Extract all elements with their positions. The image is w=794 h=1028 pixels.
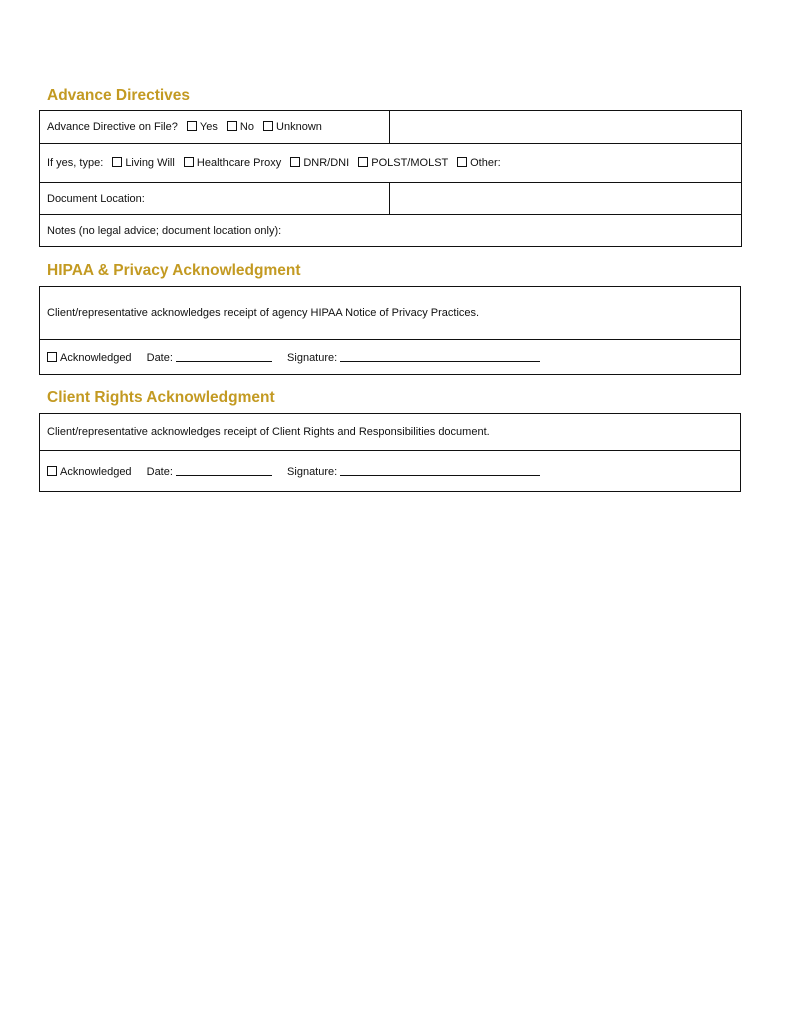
hipaa-statement: Client/representative acknowledges receipt of agency HIPAA Notice of Privacy Practices.: [47, 307, 480, 319]
dnr-dni-label: DNR/DNI: [303, 157, 350, 169]
client-rights-statement-cell: [40, 414, 741, 451]
living-will-checkbox[interactable]: [112, 157, 122, 167]
other-type-label: Other:: [470, 157, 501, 169]
client-rights-signature-label: Signature:: [287, 465, 338, 478]
dnr-dni-checkbox[interactable]: [290, 157, 300, 167]
yes-checkbox[interactable]: [187, 121, 197, 131]
advance-directive-on-file-cell: [40, 111, 390, 144]
living-will-label: Living Will: [125, 157, 175, 169]
healthcare-proxy-checkbox[interactable]: [184, 157, 194, 167]
client-rights-ack-row: [40, 451, 741, 492]
hipaa-signature-line[interactable]: [340, 351, 540, 362]
document-location-label: Document Location:: [47, 192, 145, 205]
client-rights-table: [39, 413, 741, 492]
healthcare-proxy-label: Healthcare Proxy: [196, 157, 282, 169]
hipaa-acknowledged-checkbox[interactable]: [47, 352, 57, 362]
hipaa-ack-row: [40, 340, 741, 375]
on-file-answer-field[interactable]: [390, 111, 742, 144]
client-rights-acknowledged-checkbox[interactable]: [47, 466, 57, 476]
other-type-checkbox[interactable]: [457, 157, 467, 167]
client-rights-acknowledged-label: Acknowledged: [60, 465, 132, 478]
no-label: No: [239, 121, 254, 133]
client-rights-signature-line[interactable]: [340, 465, 540, 476]
document-location-field[interactable]: [390, 183, 742, 215]
hipaa-table: [39, 286, 741, 375]
notes-label: Notes (no legal advice; document location only):: [47, 224, 282, 237]
directive-type-cell: [40, 144, 742, 183]
client-rights-date-line[interactable]: [176, 465, 272, 476]
polst-molst-checkbox[interactable]: [358, 157, 368, 167]
hipaa-acknowledged-label: Acknowledged: [60, 351, 132, 364]
unknown-label: Unknown: [276, 121, 322, 133]
polst-molst-label: POLST/MOLST: [371, 157, 449, 169]
notes-cell[interactable]: [40, 215, 742, 247]
on-file-label: Advance Directive on File?: [47, 121, 178, 133]
client-rights-statement: Client/representative acknowledges receipt of Client Rights and Responsibilities document.: [47, 426, 490, 438]
type-label: If yes, type:: [47, 157, 104, 169]
hipaa-date-line[interactable]: [176, 351, 272, 362]
yes-label: Yes: [199, 121, 218, 133]
advance-directives-heading: Advance Directives: [47, 87, 191, 104]
hipaa-heading: HIPAA & Privacy Acknowledgment: [47, 262, 301, 279]
hipaa-date-label: Date:: [146, 351, 173, 364]
hipaa-statement-cell: [40, 287, 741, 340]
document-location-cell: [40, 183, 390, 215]
client-rights-date-label: Date:: [146, 465, 173, 478]
client-rights-heading: Client Rights Acknowledgment: [47, 389, 275, 406]
hipaa-signature-label: Signature:: [287, 351, 338, 364]
unknown-checkbox[interactable]: [263, 121, 273, 131]
advance-directives-table: [39, 110, 742, 247]
no-checkbox[interactable]: [227, 121, 237, 131]
